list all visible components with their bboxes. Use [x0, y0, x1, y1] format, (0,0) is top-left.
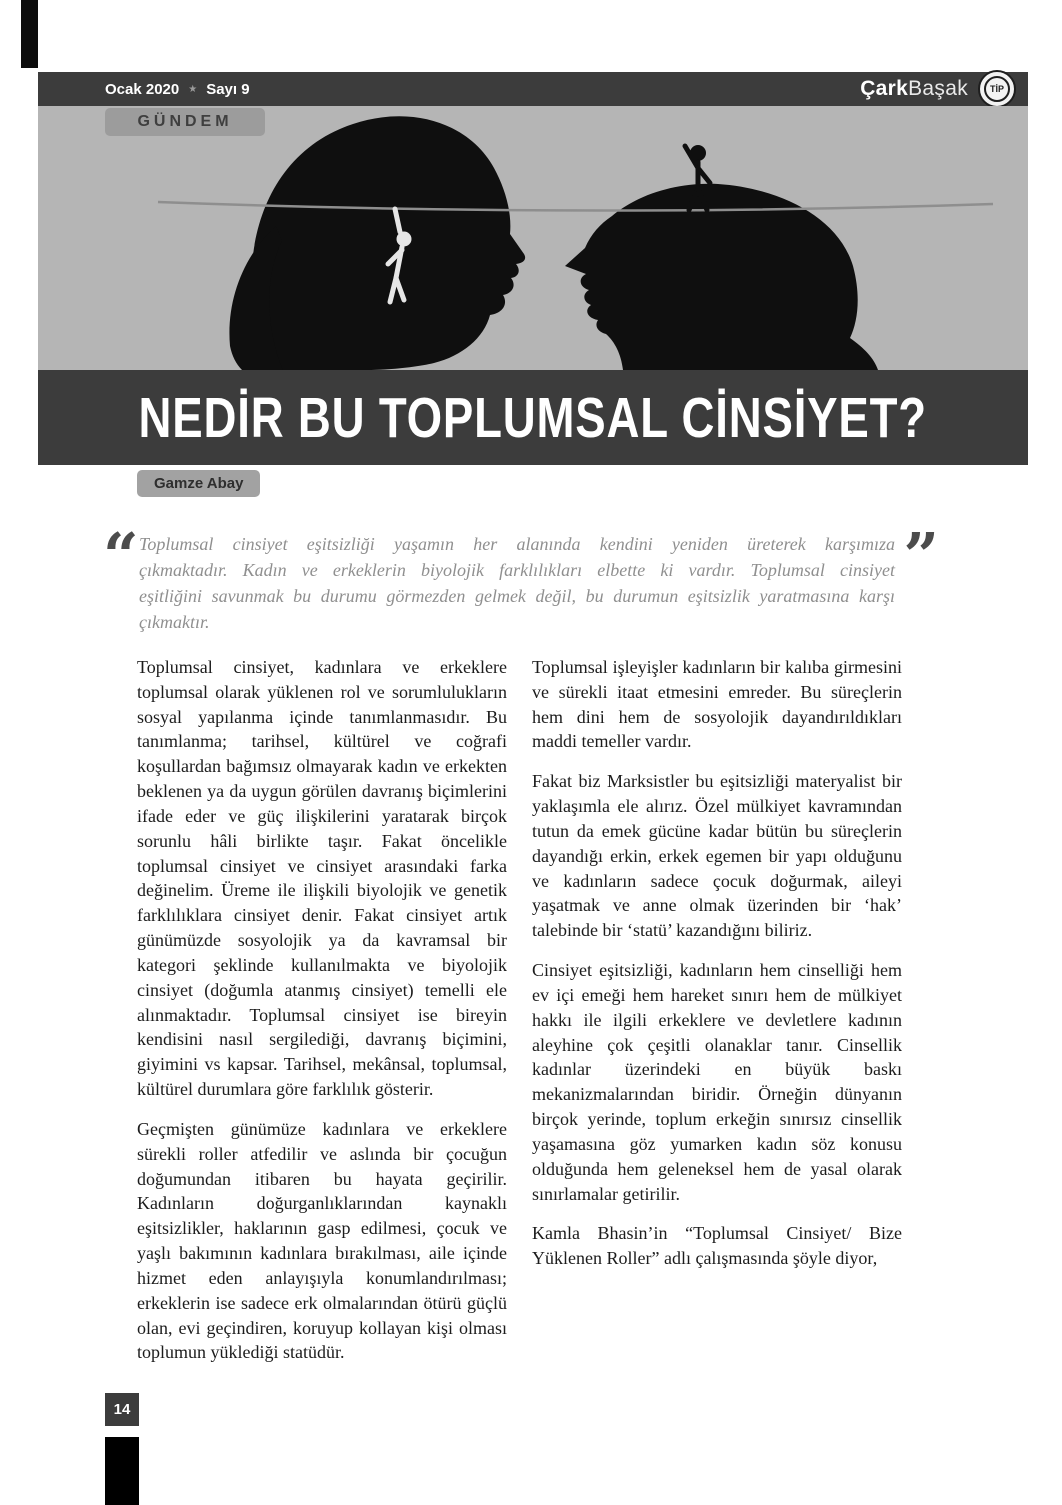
body-paragraph: Toplumsal cinsiyet, kadınlara ve erkeklere toplumsal olarak yüklenen rol ve sorumlulukların sosyal yapılanma içinde tanımlanmasıdır. Bu tanımlanma; tarihsel, kültürel ve coğrafi koşullardan bağımsız olmayarak kadın ve erkekten beklenen ya da uygun görülen davranış biçimlerini ifade eder ve güç ilişkilerini yaratarak birçok sorunlu hâli birlikte taşır. Fakat öncelikle toplumsal cinsiyet ve cinsiyet arasındaki farka değinelim. Üreme ile ilişkili biyolojik ve genetik farklılıklara cinsiyet denir. Fakat cinsiyet artık günümüzde sosyolojik ya da kavramsal bir kategori şeklinde kullanılmakta ve biyolojik cinsiyet (doğumla atanmış cinsiyet) temelli ele alınmaktadır. Toplumsal cinsiyet ise bireyin kendisini nasıl sergilediği, davranış biçimini, giyimini vs kapsar. Tarihsel, mekânsal, toplumsal, kültürel durumlara göre farklılık gösterir.: [137, 657, 507, 1100]
body-paragraph: Toplumsal işleyişler kadınların bir kalıba girmesini ve sürekli itaat etmesini emreder. Bu süreçlerin hem dini hem de sosyolojik dayandırıldıkları maddi temeller vardır.: [532, 657, 902, 752]
left-column: [137, 655, 507, 1380]
brand-name: [860, 77, 968, 101]
pull-quote-text: Toplumsal cinsiyet eşitsizliği yaşamın her alanında kendini yeniden üreterek karşımıza çıkmaktadır. Kadın ve erkeklerin biyolojik farklılıkları elbette ki vardır. Toplumsal cinsiyet eşitliğini savunmak bu durumu görmezden gelmek değil, bu durumun eşitsizlik yaratmasına karşı çıkmaktır.: [139, 534, 895, 633]
issue-number: Sayı 9: [206, 80, 250, 98]
close-quote-icon: ”: [903, 519, 939, 592]
tip-logo-label: TİP: [984, 76, 1010, 102]
tip-logo-icon: [978, 70, 1016, 108]
body-paragraph: Kamla Bhasin’in “Toplumsal Cinsiyet/ Bize Yüklenen Roller” adlı çalışmasında şöyle diyor,: [532, 1223, 902, 1269]
page-number: 14: [105, 1393, 139, 1426]
title-bar: [38, 370, 1028, 465]
body-paragraph: Cinsiyet eşitsizliği, kadınların hem cinselliği hem ev içi emeği hem hareket sınırı hem de mülkiyet hakkı ile ilgili erkeklere ve devletlere kadının aleyhine çok çeşitli olanaklar tanır. Cinsellik kadınlar üzerindeki en büyük baskı mekanizmalarından biridir. Örneğin dünyanın birçok yerinde, toplum erkeğin sınırsız cinsellik yaşamasına göz yumarken kadın söz konusu olduğunda hem geleneksel hem de yasal olarak sınırlamalar getirilir.: [532, 960, 902, 1204]
open-quote-icon: “: [103, 519, 139, 592]
bottom-left-bar: [105, 1437, 139, 1505]
top-left-bar: [21, 0, 38, 68]
brand-area: [860, 70, 1016, 108]
silhouettes-tightrope-image: [38, 106, 1028, 370]
article-body: [137, 655, 903, 1380]
issue-info: [105, 81, 250, 98]
body-paragraph: Geçmişten günümüze kadınlara ve erkeklere sürekli roller atfedilir ve aslında bir çocuğun doğumundan itibaren bu hayata geçirilir. Kadınların doğurganlıklarından kaynaklı eşitsizlikler, haklarının gasp edilmesi, çocuk ve yaşlı bakımının kadınlara bırakılması, aile içinde hizmet eden anlayışıyla konumlandırılması; erkeklerin ise sadece erk olmalarından ötürü güçlü olan, evi geçindiren, koruyup kollayan kişi olması toplumun yüklediği statüdür.: [137, 1118, 507, 1363]
pull-quote: [103, 519, 939, 635]
issue-date: Ocak 2020: [105, 80, 180, 98]
body-paragraph: Fakat biz Marksistler bu eşitsizliği materyalist bir yaklaşımla ele alırız. Özel mülkiyet kavramından tutun da emek gücüne kadar bütün bu süreçlerin dayandığı erkin, erkek egemen bir yapı olduğunu ve kadınların sadece çocuk doğurmak, aileyi yaşatmak ve anne olmak üzerinden bir ‘hak’ talebinde bir ‘statü’ kazandığını biliriz.: [532, 771, 902, 941]
star-icon: ★: [188, 83, 198, 95]
author-tag: Gamze Abay: [137, 470, 260, 497]
hero-illustration: [38, 106, 1028, 370]
brand-name-secondary: Başak: [908, 77, 968, 100]
header-bar: [38, 72, 1028, 106]
right-column: [532, 655, 902, 1380]
article-title: NEDİR BU TOPLUMSAL CİNSİYET?: [138, 385, 928, 450]
brand-name-primary: Çark: [860, 77, 909, 100]
section-tag-gundem: GÜNDEM: [105, 108, 265, 136]
